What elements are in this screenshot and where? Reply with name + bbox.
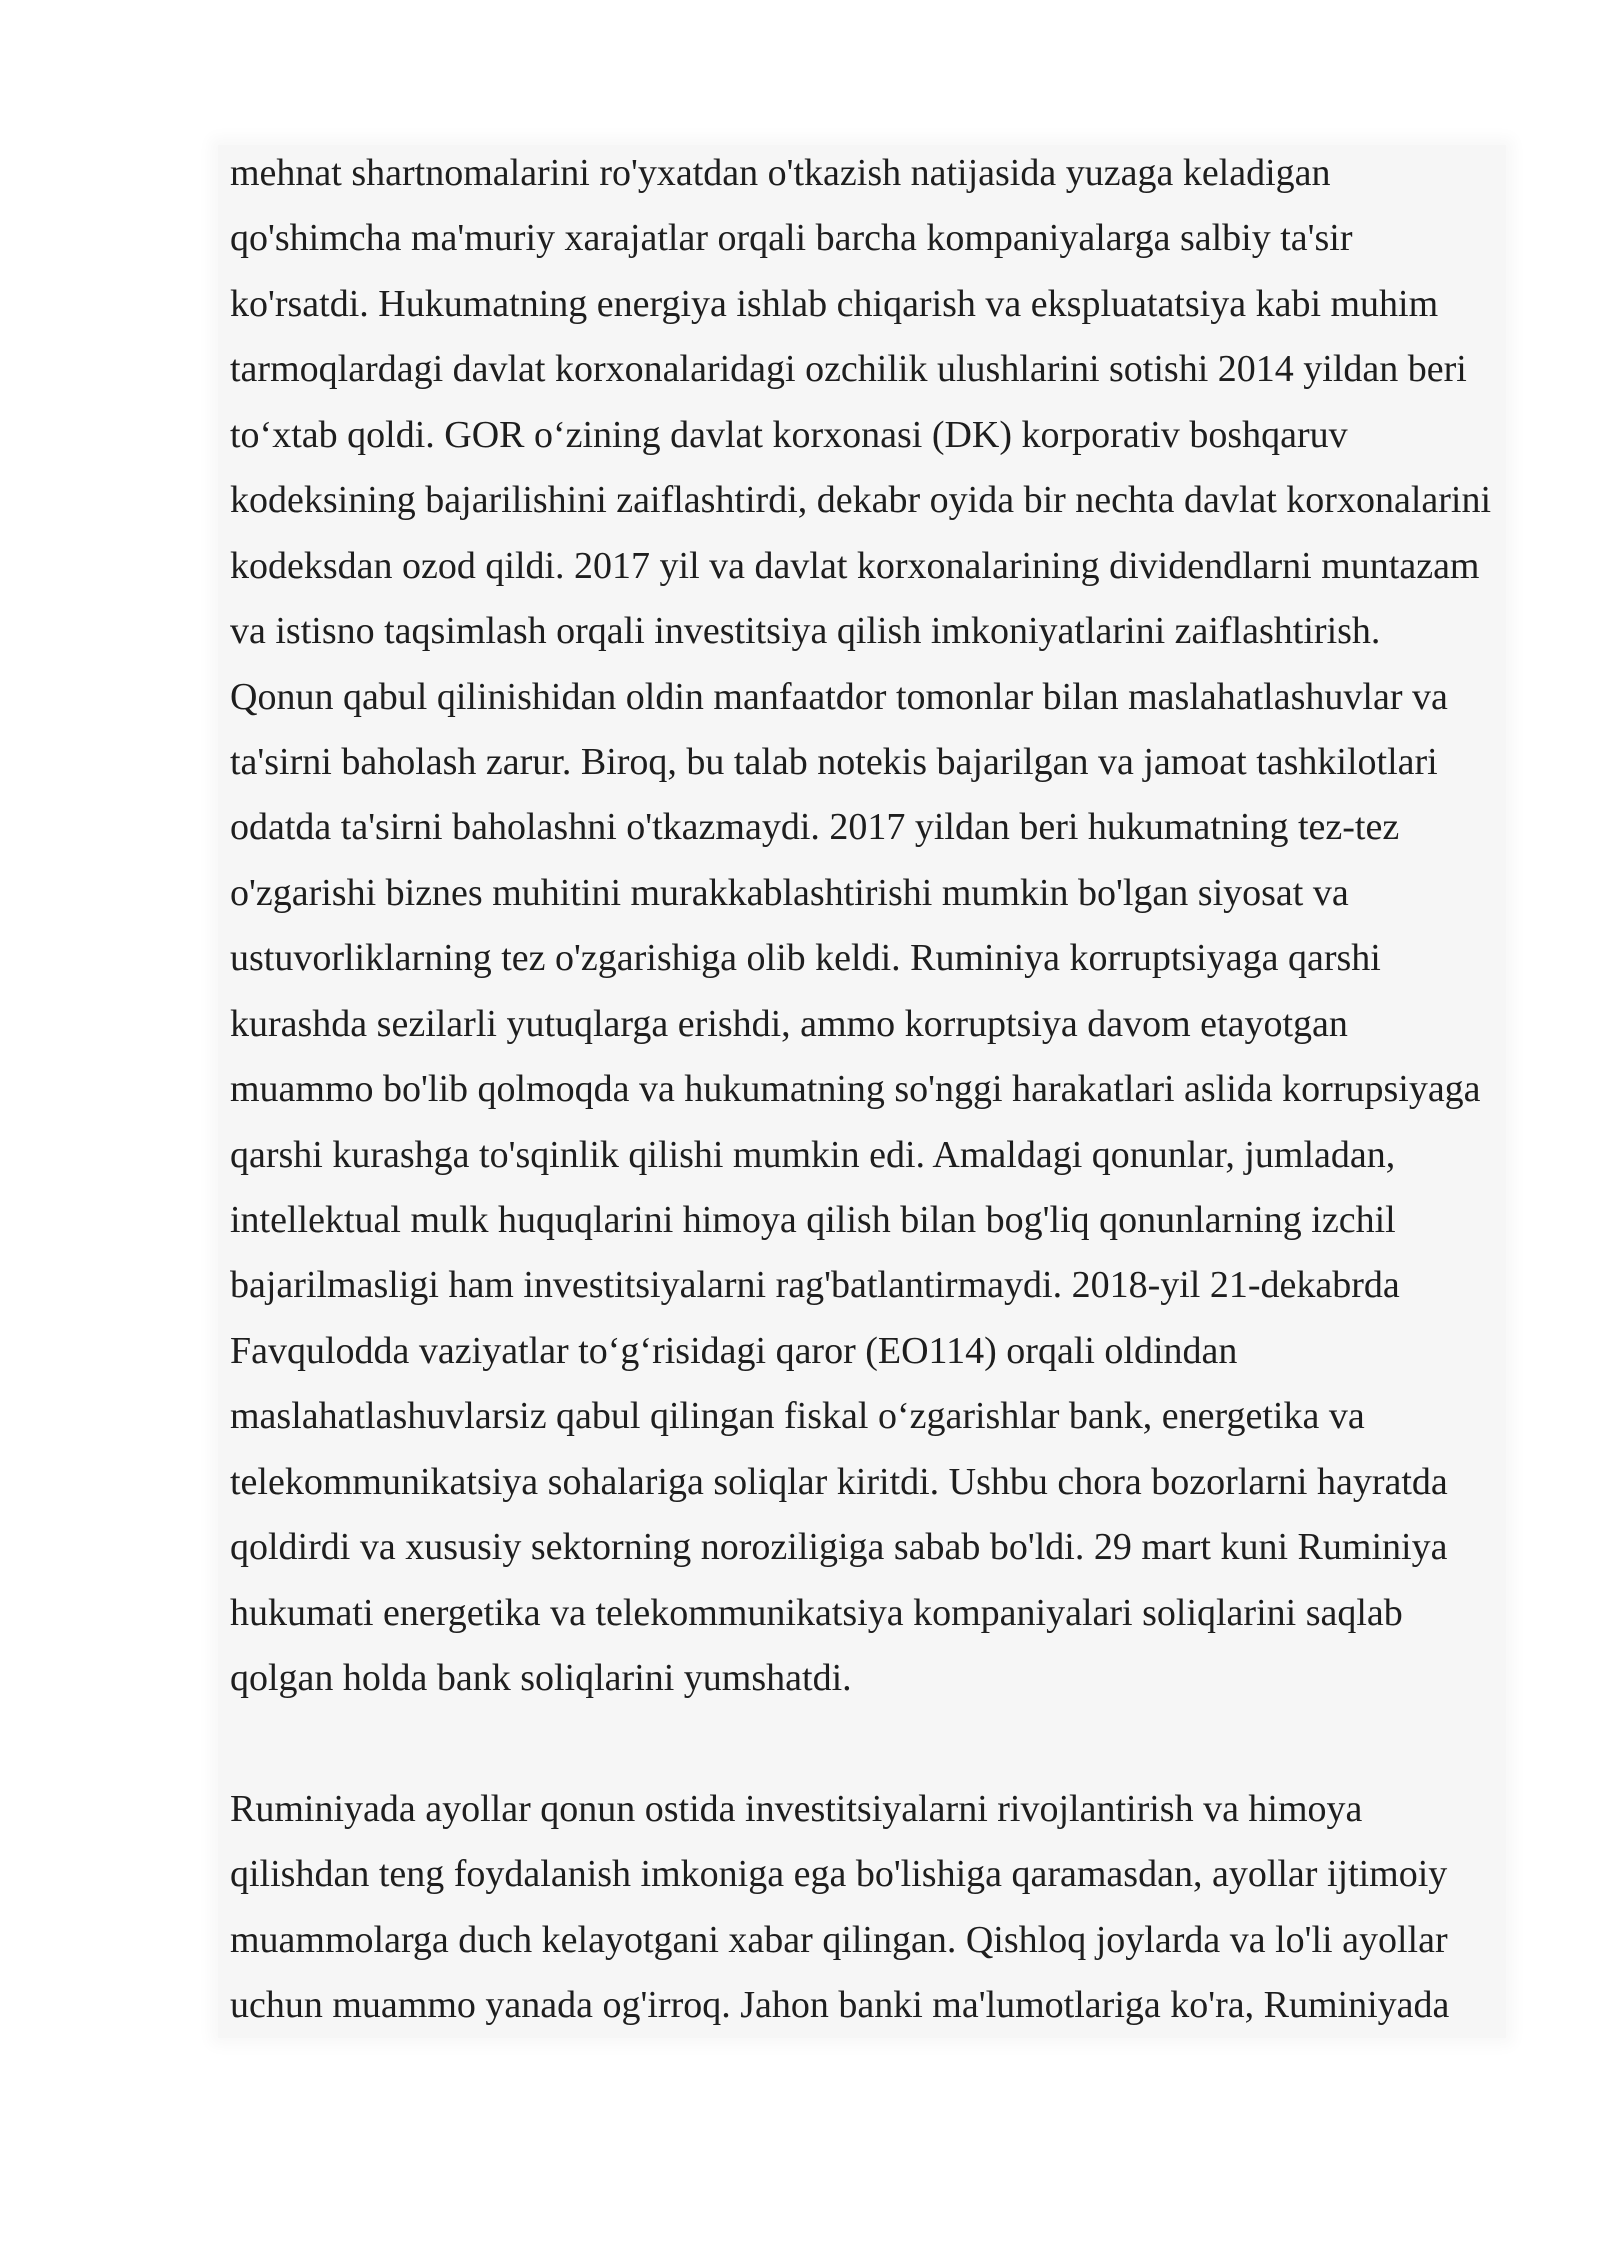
text-line: kodeksdan ozod qildi. 2017 yil va davlat korxonalarining dividendlarni muntazam xyxy=(230,544,1480,587)
text-line: Qonun qabul qilinishidan oldin manfaatdor tomonlar bilan maslahatlashuvlar va xyxy=(230,675,1448,718)
text-line: bajarilmasligi ham investitsiyalarni rag'batlantirmaydi. 2018-yil 21-dekabrda xyxy=(230,1264,1400,1307)
text-line: qo'shimcha ma'muriy xarajatlar orqali barcha kompaniyalarga salbiy ta'sir xyxy=(230,217,1353,260)
text-line: mehnat shartnomalarini ro'yxatdan o'tkazish natijasida yuzaga keladigan xyxy=(230,152,1331,194)
text-line: tarmoqlardagi davlat korxonalaridagi ozchilik ulushlarini sotishi 2014 yildan beri xyxy=(230,348,1467,391)
text-line: qilishdan teng foydalanish imkoniga ega bo'lishiga qaramasdan, ayollar ijtimoiy xyxy=(230,1853,1448,1896)
text-line: muammolarga duch kelayotgani xabar qilingan. Qishloq joylarda va lo'li ayollar xyxy=(230,1918,1448,1961)
text-line: ko'rsatdi. Hukumatning energiya ishlab chiqarish va ekspluatatsiya kabi muhim xyxy=(230,282,1439,325)
paragraph-gap xyxy=(230,1712,1530,1777)
text-line: maslahatlashuvlarsiz qabul qilingan fiskal o‘zgarishlar bank, energetika va xyxy=(230,1395,1365,1438)
text-line: muammo bo'lib qolmoqda va hukumatning so'nggi harakatlari aslida korrupsiyaga xyxy=(230,1068,1481,1111)
text-line: qolgan holda bank soliqlarini yumshatdi. xyxy=(230,1657,852,1700)
text-line: telekommunikatsiya sohalariga soliqlar kiritdi. Ushbu chora bozorlarni hayratda xyxy=(230,1460,1448,1503)
text-line: Favqulodda vaziyatlar to‘g‘risidagi qaror (EO114) orqali oldindan xyxy=(230,1329,1238,1372)
text-line: kodeksining bajarilishini zaiflashtirdi, dekabr oyida bir nechta davlat korxonalarini xyxy=(230,479,1492,522)
text-line: odatda ta'sirni baholashni o'tkazmaydi. 2017 yildan beri hukumatning tez-tez xyxy=(230,806,1400,849)
text-line: Ruminiyada ayollar qonun ostida investitsiyalarni rivojlantirish va himoya xyxy=(230,1787,1363,1830)
text-line: uchun muammo yanada og'irroq. Jahon banki ma'lumotlariga ko'ra, Ruminiyada xyxy=(230,1984,1450,2027)
paragraph-2 xyxy=(230,1777,1530,2039)
text-line: ustuvorliklarning tez o'zgarishiga olib keldi. Ruminiya korruptsiyaga qarshi xyxy=(230,937,1381,980)
text-line: va istisno taqsimlash orqali investitsiya qilish imkoniyatlarini zaiflashtirish. xyxy=(230,610,1381,653)
text-line: kurashda sezilarli yutuqlarga erishdi, ammo korruptsiya davom etayotgan xyxy=(230,1002,1348,1045)
text-line: o'zgarishi biznes muhitini murakkablashtirishi mumkin bo'lgan siyosat va xyxy=(230,871,1349,914)
text-line: qoldirdi va xususiy sektorning noroziligiga sabab bo'ldi. 29 mart kuni Ruminiya xyxy=(230,1526,1448,1569)
text-line: qarshi kurashga to'sqinlik qilishi mumkin edi. Amaldagi qonunlar, jumladan, xyxy=(230,1133,1396,1176)
text-line: ta'sirni baholash zarur. Biroq, bu talab notekis bajarilgan va jamoat tashkilotlari xyxy=(230,740,1438,783)
paragraph-1 xyxy=(230,141,1530,1712)
text-line: hukumati energetika va telekommunikatsiya kompaniyalari soliqlarini saqlab xyxy=(230,1591,1403,1634)
text-line: to‘xtab qoldi. GOR o‘zining davlat korxonasi (DK) korporativ boshqaruv xyxy=(230,413,1348,456)
document-body xyxy=(230,141,1530,2039)
text-line: intellektual mulk huquqlarini himoya qilish bilan bog'liq qonunlarning izchil xyxy=(230,1199,1396,1241)
